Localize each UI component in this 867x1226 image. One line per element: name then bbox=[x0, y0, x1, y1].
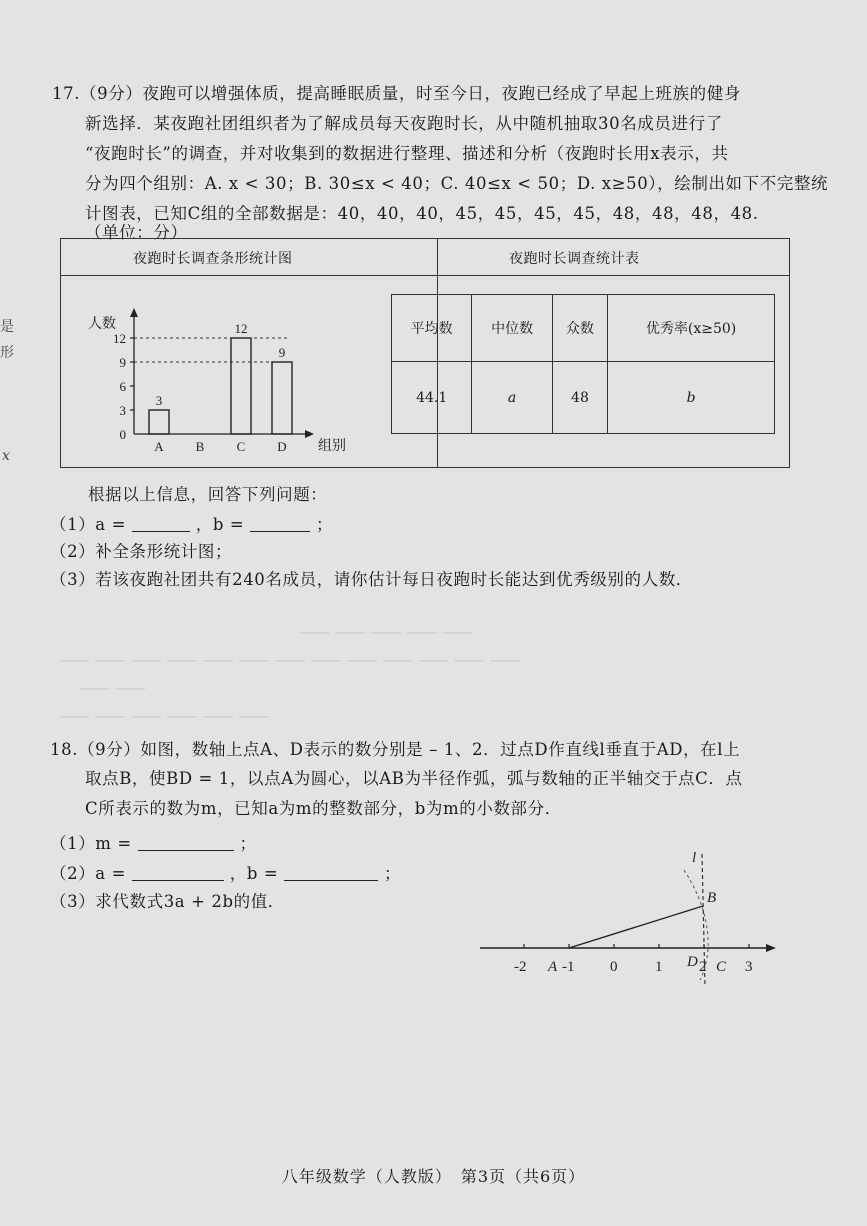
tick-label: 0 bbox=[610, 959, 618, 975]
table-header-cell: 众数 bbox=[552, 295, 607, 362]
page-footer: 八年级数学（人教版） 第3页（共6页） bbox=[281, 1167, 586, 1186]
bleed-through-text: ─── ─── bbox=[80, 680, 146, 698]
answer-blank bbox=[132, 517, 190, 532]
y-tick-label: 6 bbox=[119, 379, 126, 394]
q17-sub-1 bbox=[50, 511, 333, 535]
q17-line-1: 17.（9分）夜跑可以增强体质，提高睡眠质量，时至今日，夜跑已经成了早起上班族的健身 bbox=[52, 84, 741, 103]
q17-line-4: 分为四个组别：A. x < 30；B. 30≤x < 40；C. 40≤x < 50；D. x≥50），绘制出如下不完整统 bbox=[85, 174, 829, 193]
q18-line-2: 取点B，使BD = 1，以点A为圆心，以AB为半径作弧，弧与数轴的正半轴交于点C．点 bbox=[85, 769, 743, 788]
q17-line-2: 新选择．某夜跑社团组织者为了解成员每天夜跑时长，从中随机抽取30名成员进行了 bbox=[85, 114, 723, 133]
table-cell: a bbox=[472, 362, 552, 434]
q18-sub-3: （3）求代数式3a + 2b的值． bbox=[50, 892, 285, 911]
table-header-row bbox=[392, 295, 775, 362]
stats-table bbox=[391, 294, 775, 434]
answer-blank bbox=[284, 866, 378, 881]
y-tick-label: 0 bbox=[119, 427, 126, 442]
q18-sub-2 bbox=[50, 860, 401, 884]
point-label-d: D bbox=[687, 954, 698, 970]
tick-label: 2 bbox=[699, 959, 707, 975]
category-label: D bbox=[277, 439, 287, 454]
q18-sub2-b: ，b = bbox=[229, 864, 279, 883]
x-axis-arrow-icon bbox=[305, 430, 314, 438]
table-cell: 48 bbox=[552, 362, 607, 434]
bar-value-label: 9 bbox=[278, 345, 286, 360]
q17-sub-3: （3）若该夜跑社团共有240名成员，请你估计每日夜跑时长能达到优秀级别的人数． bbox=[50, 570, 693, 589]
point-label-b: B bbox=[707, 890, 717, 906]
chart-title: 夜跑时长调查条形统计图 bbox=[133, 251, 293, 267]
arrow-head-icon bbox=[766, 944, 776, 952]
number-line-figure bbox=[470, 840, 790, 990]
category-label: C bbox=[236, 439, 246, 454]
bar-chart bbox=[62, 276, 374, 464]
category-label: B bbox=[195, 439, 205, 454]
x-axis-label: 组别 bbox=[318, 439, 346, 454]
table-header-cell: 优秀率(x≥50) bbox=[608, 295, 775, 362]
y-axis-arrow-icon bbox=[130, 308, 138, 317]
q17-line-6: （单位：分） bbox=[85, 223, 188, 242]
answer-blank bbox=[132, 866, 224, 881]
point-label-a: A bbox=[548, 959, 558, 975]
table-header-cell: 平均数 bbox=[392, 295, 472, 362]
answer-blank bbox=[250, 517, 310, 532]
side-mark: 形 bbox=[0, 345, 14, 361]
tick-label: -1 bbox=[562, 959, 575, 975]
answer-blank bbox=[138, 836, 234, 851]
q17-sub1-a: （1）a = bbox=[50, 515, 127, 534]
bar bbox=[272, 362, 292, 434]
side-mark: x bbox=[2, 448, 10, 464]
q17-line-3: “夜跑时长”的调查，并对收集到的数据进行整理、描述和分析（夜跑时长用x表示，共 bbox=[85, 144, 729, 163]
y-tick-label: 9 bbox=[119, 355, 126, 370]
point-label-c: C bbox=[716, 959, 727, 975]
side-mark: 是 bbox=[0, 319, 14, 335]
y-tick-label: 12 bbox=[113, 331, 126, 346]
segment-ab bbox=[569, 906, 703, 948]
q18-sub2-c: ； bbox=[384, 864, 402, 883]
tick-label: 1 bbox=[655, 959, 663, 975]
bar bbox=[149, 410, 169, 434]
q17-sub1-b: ，b = bbox=[195, 515, 245, 534]
q18-sub1-a: （1）m = bbox=[50, 834, 132, 853]
category-label: A bbox=[154, 439, 164, 454]
table-cell: b bbox=[608, 362, 775, 434]
q18-sub-1 bbox=[50, 830, 257, 854]
tick-label: -2 bbox=[514, 959, 527, 975]
tick-label: 3 bbox=[745, 959, 753, 975]
bar-value-label: 3 bbox=[155, 393, 163, 408]
table-value-row bbox=[392, 362, 775, 434]
q17-lead: 根据以上信息，回答下列问题： bbox=[88, 485, 328, 504]
q17-line-5: 计图表，已知C组的全部数据是：40，40，40，45，45，45，45，48，48，48，48. bbox=[85, 204, 759, 223]
q18-line-3: C所表示的数为m，已知a为m的整数部分，b为m的小数部分． bbox=[85, 799, 562, 818]
q18-sub2-a: （2）a = bbox=[50, 864, 127, 883]
q17-sub-2: （2）补全条形统计图； bbox=[50, 542, 233, 561]
q18-sub1-b: ； bbox=[239, 834, 257, 853]
bleed-through-text: ─── ─── ─── ─── ─── ─── bbox=[60, 708, 270, 726]
table-header-cell: 中位数 bbox=[472, 295, 552, 362]
line-label-l: l bbox=[692, 850, 697, 866]
q17-sub1-c: ； bbox=[316, 515, 334, 534]
bleed-through-text: ─── ─── ─── ─── ─── ─── ─── ─── ─── ─── ─── ─── ─── bbox=[60, 652, 521, 670]
bar bbox=[231, 338, 251, 434]
bleed-through-text: ─── ─── ─── ─── ─── bbox=[300, 624, 474, 642]
table-cell: 44.1 bbox=[392, 362, 472, 434]
q18-line-1: 18.（9分）如图，数轴上点A、D表示的数分别是 – 1、2．过点D作直线l垂直于AD，在l上 bbox=[50, 740, 741, 759]
bar-value-label: 12 bbox=[234, 321, 248, 336]
y-axis-label: 人数 bbox=[88, 317, 116, 332]
table-title: 夜跑时长调查统计表 bbox=[509, 251, 640, 267]
y-tick-label: 3 bbox=[119, 403, 126, 418]
